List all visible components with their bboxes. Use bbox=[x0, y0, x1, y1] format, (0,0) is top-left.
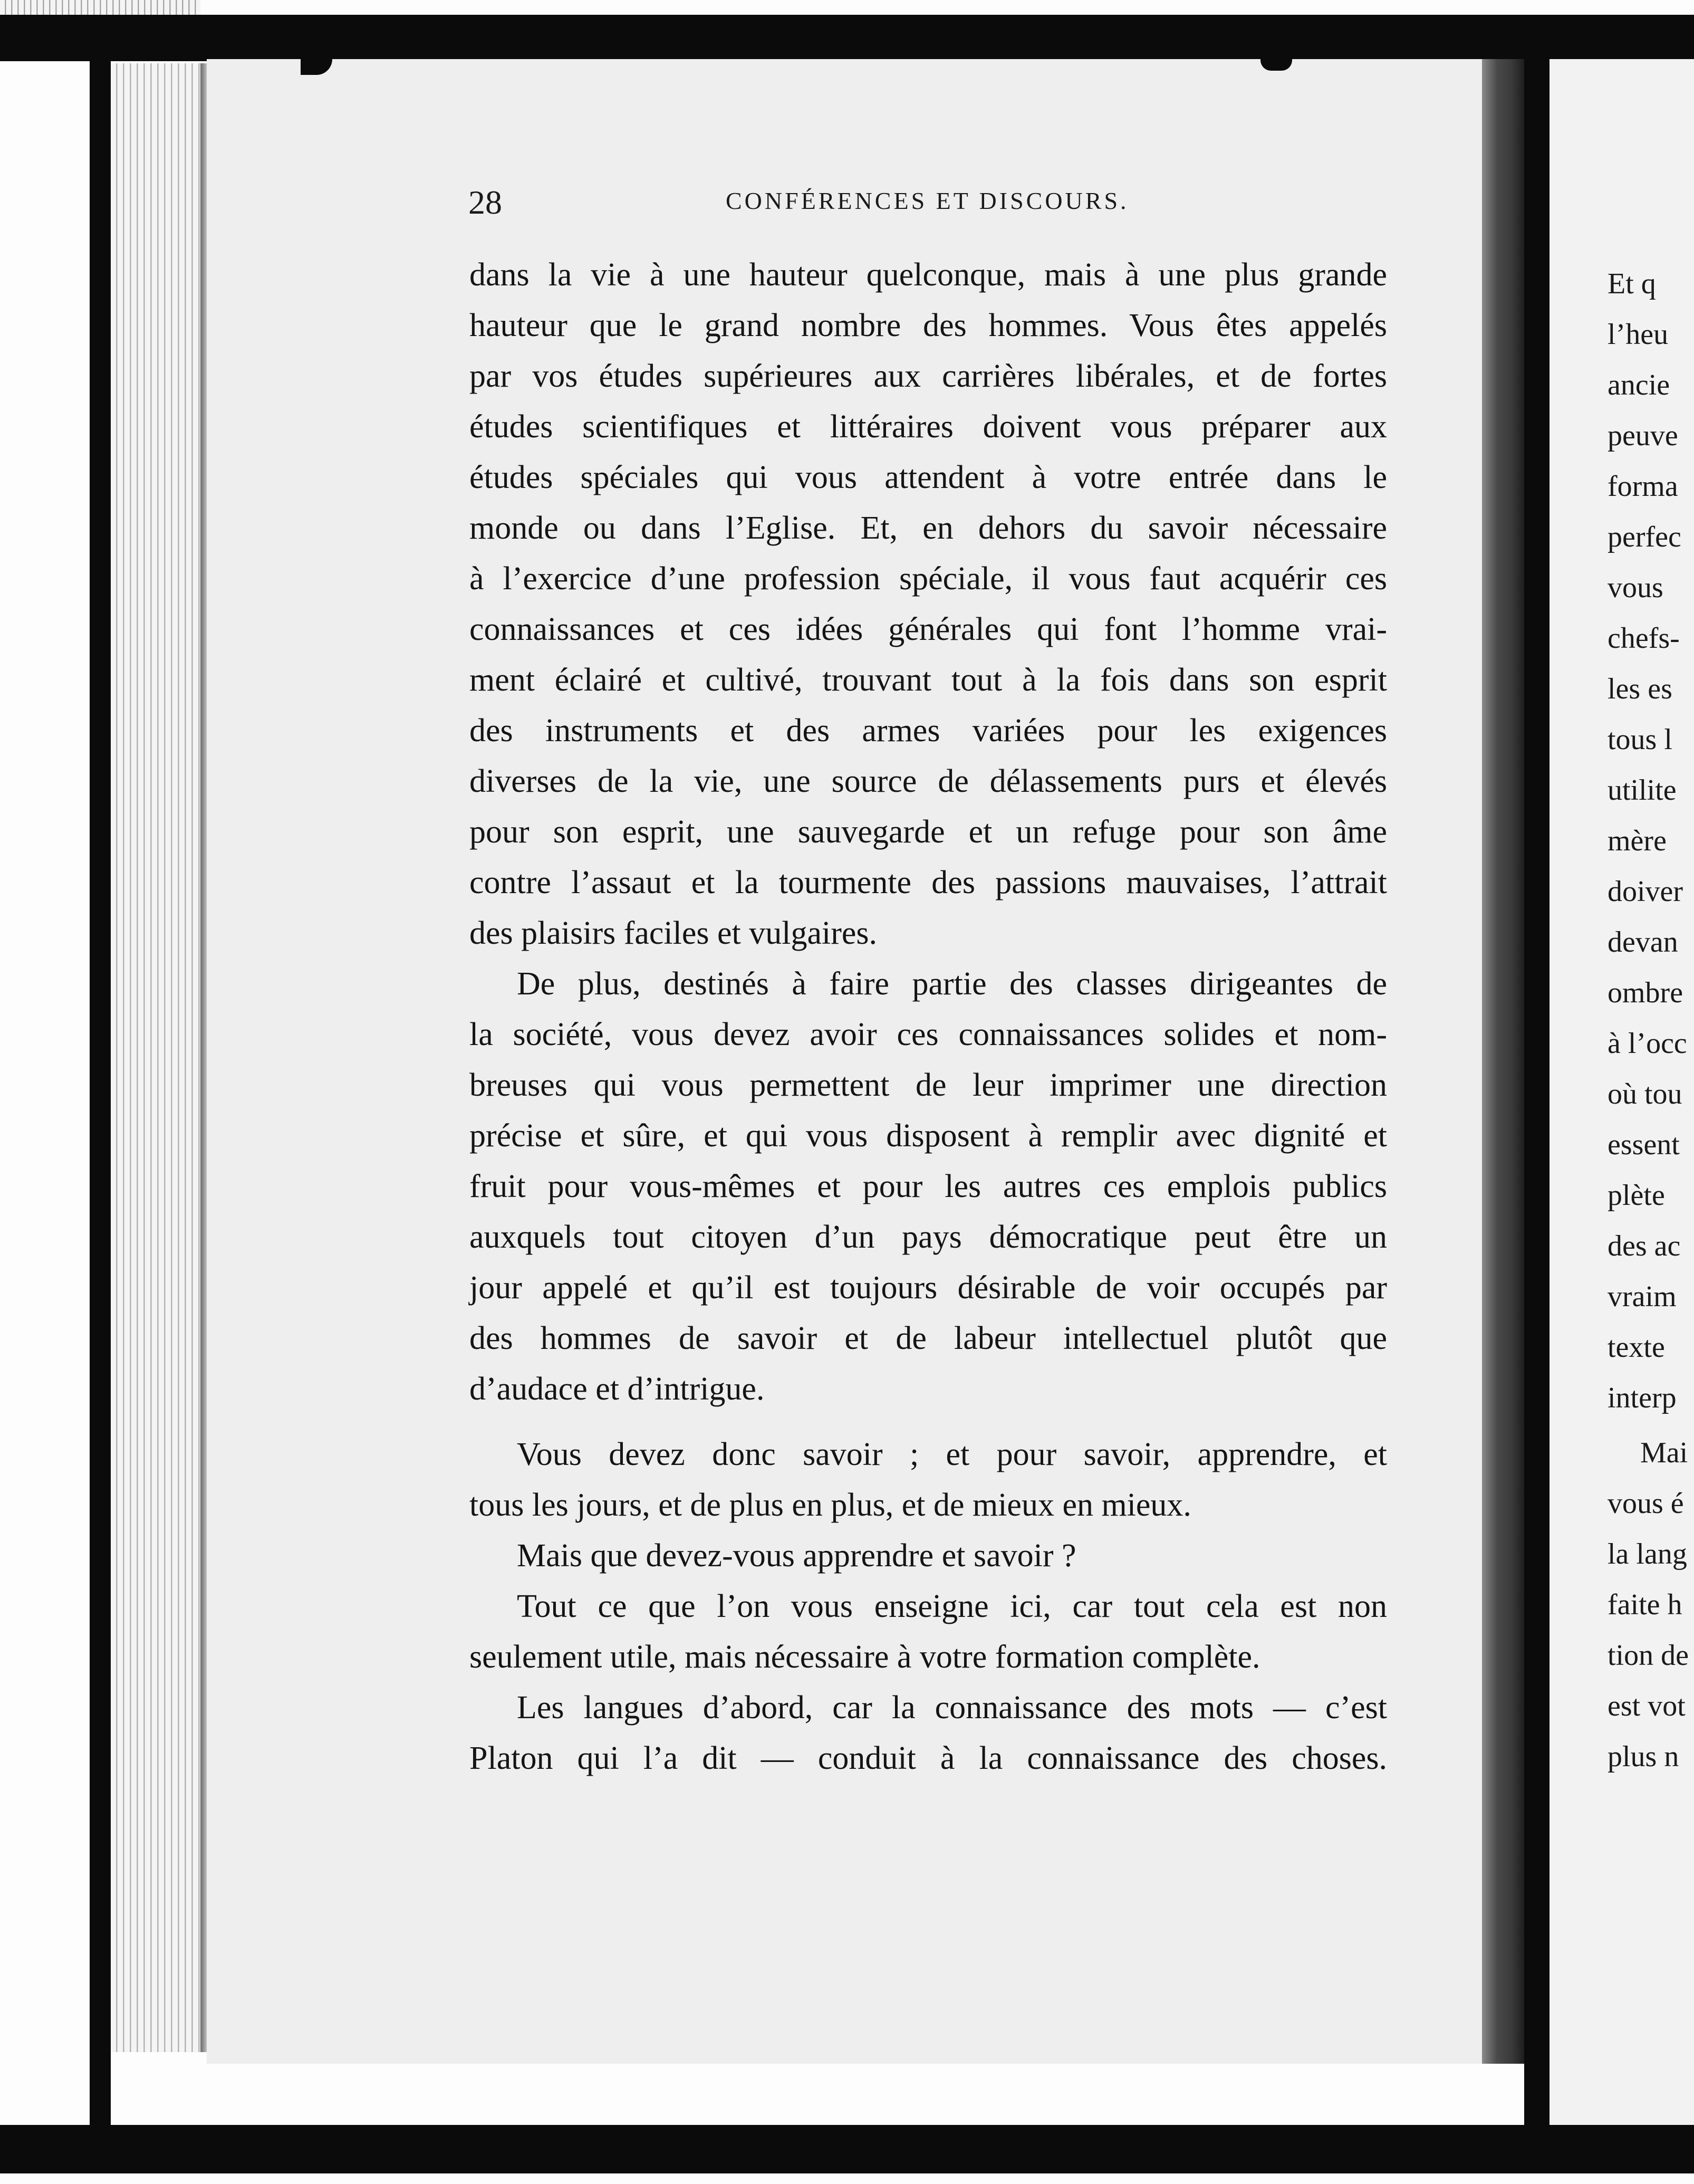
facing-text-line: ancie bbox=[1608, 369, 1670, 401]
text-line: auxquels tout citoyen d’un pays démocratique peut être un bbox=[469, 1219, 1387, 1255]
page-edges bbox=[111, 63, 206, 2052]
facing-text-line: les es bbox=[1608, 673, 1672, 705]
text-line: monde ou dans l’Eglise. Et, en dehors du savoir nécessaire bbox=[469, 510, 1387, 546]
text-line: études scientifiques et littéraires doivent vous préparer aux bbox=[469, 409, 1387, 445]
film-frame-left bbox=[90, 61, 111, 2125]
text-line: breuses qui vous permettent de leur imprimer une direction bbox=[469, 1067, 1387, 1103]
text-line: diverses de la vie, une source de délassements purs et élevés bbox=[469, 763, 1387, 799]
text-line: des instruments et des armes variées pour les exigences bbox=[469, 713, 1387, 749]
facing-text-line: perfec bbox=[1608, 521, 1681, 553]
facing-text-line: à l’occ bbox=[1608, 1027, 1687, 1060]
text-line: ment éclairé et cultivé, trouvant tout à la fois dans son esprit bbox=[469, 662, 1387, 698]
facing-text-line: ombre bbox=[1608, 976, 1683, 1009]
text-line: des plaisirs faciles et vulgaires. bbox=[469, 915, 878, 951]
facing-text-line: Et q bbox=[1608, 267, 1656, 300]
film-tab-mark bbox=[0, 0, 200, 15]
text-line: Mais que devez-vous apprendre et savoir ? bbox=[517, 1538, 1076, 1574]
facing-text-line: interp bbox=[1608, 1382, 1677, 1414]
text-line: des hommes de savoir et de labeur intellectuel plutôt que bbox=[469, 1320, 1387, 1356]
facing-text-line: forma bbox=[1608, 470, 1678, 503]
facing-text-line: mère bbox=[1608, 825, 1667, 857]
running-title: CONFÉRENCES ET DISCOURS. bbox=[726, 187, 1129, 214]
text-line: jour appelé et qu’il est toujours désirable de voir occupés par bbox=[469, 1270, 1387, 1306]
page-number: 28 bbox=[468, 184, 502, 221]
text-line: pour son esprit, une sauvegarde et un refuge pour son âme bbox=[469, 814, 1387, 850]
text-line: Vous devez donc savoir ; et pour savoir, apprendre, et bbox=[517, 1436, 1387, 1472]
text-line: études spéciales qui vous attendent à votre entrée dans le bbox=[469, 459, 1387, 495]
text-line: fruit pour vous-mêmes et pour les autres ces emplois publics bbox=[469, 1168, 1387, 1204]
facing-text-line: utilite bbox=[1608, 774, 1677, 807]
facing-text-line: faite h bbox=[1608, 1588, 1682, 1621]
film-band-top bbox=[0, 15, 1694, 61]
facing-text-line: peuve bbox=[1608, 419, 1678, 452]
facing-text-line: tion de bbox=[1608, 1639, 1689, 1672]
text-line: Tout ce que l’on vous enseigne ici, car tout cela est non bbox=[517, 1588, 1387, 1624]
facing-text-line: chefs- bbox=[1608, 622, 1680, 655]
facing-text-line: devan bbox=[1608, 926, 1678, 959]
text-line: dans la vie à une hauteur quelconque, mais à une plus grande bbox=[469, 257, 1387, 293]
text-line: d’audace et d’intrigue. bbox=[469, 1371, 765, 1407]
facing-text-line: texte bbox=[1608, 1331, 1665, 1364]
facing-text-line: Mai bbox=[1640, 1436, 1688, 1469]
facing-text-line: doiver bbox=[1608, 875, 1683, 908]
facing-text-line: vous é bbox=[1608, 1487, 1684, 1520]
film-frame-middle bbox=[1524, 61, 1549, 2125]
facing-text-line: est vot bbox=[1608, 1690, 1686, 1722]
facing-text-line: essent bbox=[1608, 1128, 1680, 1161]
text-line: la société, vous devez avoir ces connaissances solides et nom- bbox=[469, 1017, 1387, 1052]
text-line: hauteur que le grand nombre des hommes. Vous êtes appelés bbox=[469, 308, 1387, 343]
facing-text-line: tous l bbox=[1608, 723, 1672, 756]
book-gutter bbox=[1482, 59, 1524, 2064]
text-line: De plus, destinés à faire partie des classes dirigeantes de bbox=[517, 966, 1387, 1002]
text-line: tous les jours, et de plus en plus, et de mieux en mieux. bbox=[469, 1487, 1191, 1523]
facing-text-line: plète bbox=[1608, 1179, 1665, 1212]
text-line: à l’exercice d’une profession spéciale, il vous faut acquérir ces bbox=[469, 561, 1387, 597]
facing-text-line: plus n bbox=[1608, 1740, 1679, 1773]
text-line: par vos études supérieures aux carrières libérales, et de fortes bbox=[469, 358, 1387, 394]
film-band-bottom bbox=[0, 2125, 1694, 2173]
facing-text-line: où tou bbox=[1608, 1078, 1682, 1110]
facing-text-line: vraim bbox=[1608, 1280, 1677, 1313]
text-line: Les langues d’abord, car la connaissance des mots — c’est bbox=[517, 1690, 1387, 1726]
facing-text-line: l’heu bbox=[1608, 318, 1669, 351]
film-tab-mark bbox=[1260, 59, 1292, 71]
facing-text-line: vous bbox=[1608, 571, 1663, 604]
facing-text-line: la lang bbox=[1608, 1538, 1687, 1570]
text-line: contre l’assaut et la tourmente des passions mauvaises, l’attrait bbox=[469, 865, 1387, 901]
text-line: Platon qui l’a dit — conduit à la connaissance des choses. bbox=[469, 1740, 1387, 1776]
facing-text-line: des ac bbox=[1608, 1230, 1681, 1262]
text-line: connaissances et ces idées générales qui font l’homme vrai- bbox=[469, 611, 1387, 647]
text-line: précise et sûre, et qui vous disposent à remplir avec dignité et bbox=[469, 1118, 1387, 1154]
text-line: seulement utile, mais nécessaire à votre formation complète. bbox=[469, 1639, 1260, 1675]
